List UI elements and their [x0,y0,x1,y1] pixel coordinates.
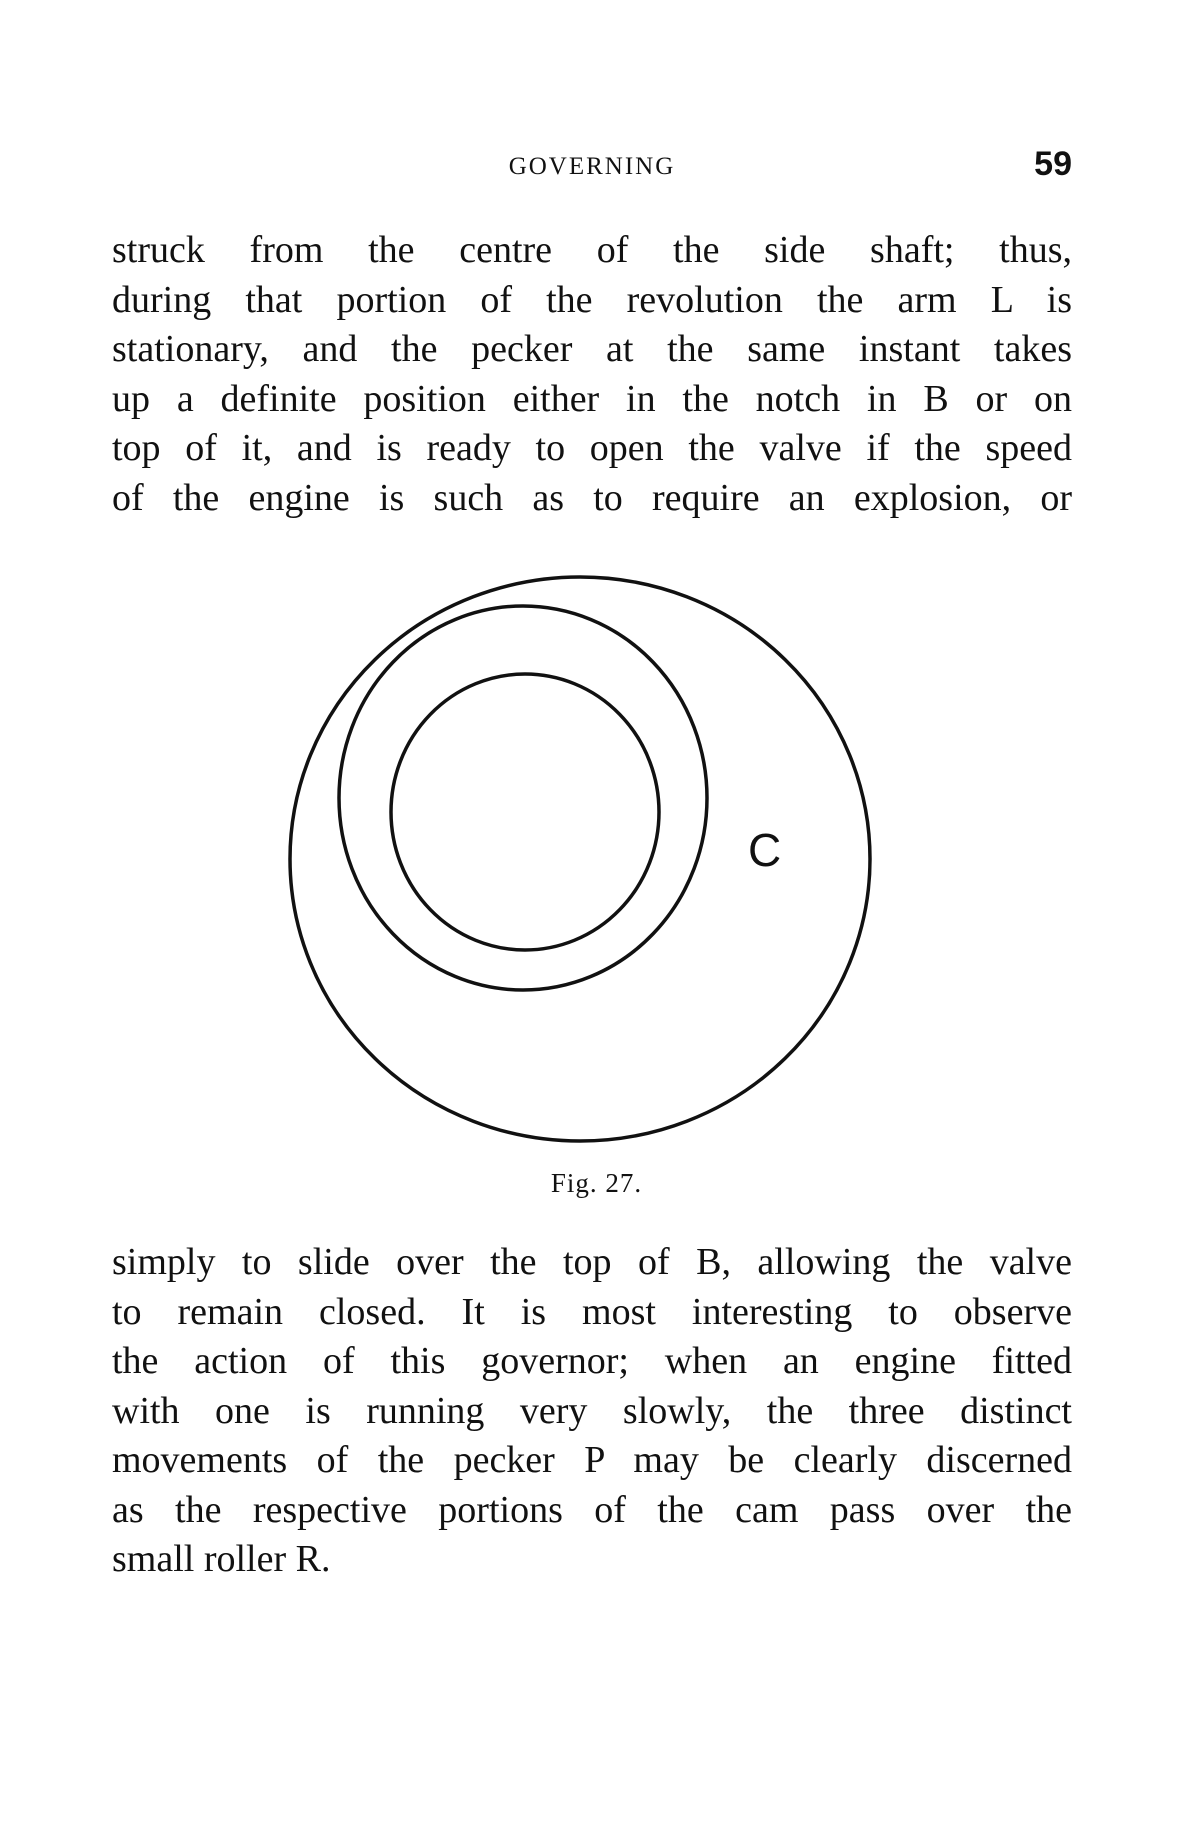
outer-circle [290,577,870,1141]
text-line: stationary, and the pecker at the same instant takes [112,328,1072,370]
text-line: up a definite position either in the notch in B or on [112,377,1072,420]
text-line: movements of the pecker P may be clearly discerned [112,1439,1072,1481]
paragraph-before-figure [112,226,1072,523]
figure-27-cam-diagram [280,548,900,1148]
text-line: during that portion of the revolution the arm L is [112,278,1072,321]
diagram-label-c: C [748,824,782,876]
text-line: simply to slide over the top of B, allowing the valve [112,1241,1072,1283]
running-head: GOVERNING [508,153,676,180]
text-line: struck from the centre of the side shaft; thus, [112,229,1072,271]
text-line: with one is running very slowly, the three distinct [112,1389,1072,1432]
text-line: top of it, and is ready to open the valve if the speed [112,427,1072,469]
paragraph-after-figure [112,1238,1072,1585]
page-header [112,145,1072,195]
text-line: as the respective portions of the cam pass over the [112,1488,1072,1531]
middle-circle [339,606,707,990]
page-number: 59 [1034,145,1072,183]
inner-circle [391,674,659,950]
text-line: the action of this governor; when an engine fitted [112,1340,1072,1382]
text-line: to remain closed. It is most interesting to observe [112,1290,1072,1333]
text-line: of the engine is such as to require an explosion, or [112,476,1072,519]
text-line: small roller R. [112,1538,331,1580]
figure-caption: Fig. 27. [550,1168,643,1198]
cam-diagram-svg [280,548,900,1148]
